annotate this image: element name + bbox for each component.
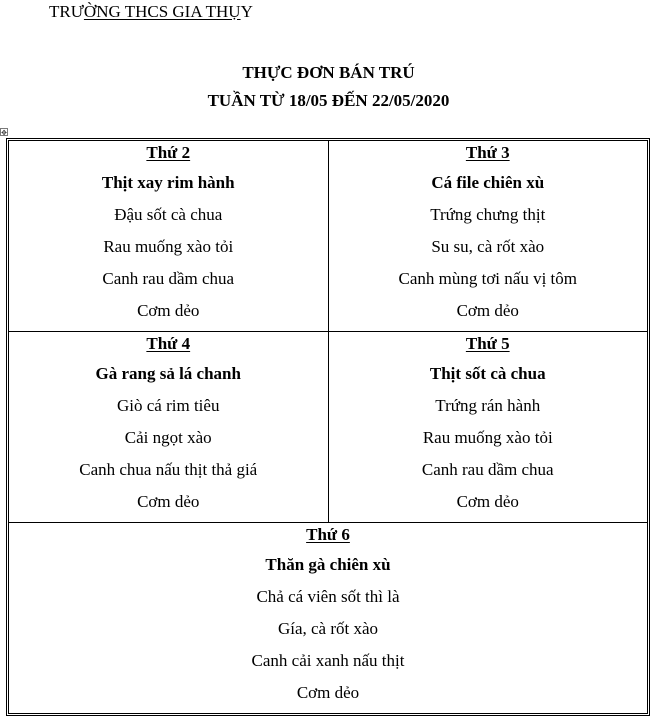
menu-title: THỰC ĐƠN BÁN TRÚ	[242, 63, 415, 82]
school-name-underlined: ỜNG THCS GIA THỤ	[83, 2, 241, 21]
dish-item: Rau muống xào tỏi	[103, 237, 234, 256]
day-heading: Thứ 2	[146, 143, 191, 162]
dish-item: Canh rau dầm chua	[421, 460, 554, 479]
table-move-handle-icon[interactable]: ✥	[1, 129, 7, 137]
dish-item: Canh mùng tơi nấu vị tôm	[398, 269, 577, 288]
dish-item: Cơm dẻo	[137, 301, 200, 320]
dish-item: Canh chua nấu thịt thả giá	[79, 460, 258, 479]
dish-item: Cơm dẻo	[296, 683, 360, 702]
table-row	[9, 141, 648, 332]
day-cell-thu-5	[328, 332, 648, 523]
dish-item: Cải ngọt xào	[124, 428, 212, 447]
dish-item: Cơm dẻo	[456, 492, 519, 511]
dish-item: Đậu sốt cà chua	[114, 205, 223, 224]
main-dish: Thăn gà chiên xù	[265, 555, 391, 574]
school-name-prefix: TRƯ	[49, 2, 84, 21]
dish-item: Gía, cà rốt xào	[277, 619, 379, 638]
dish-item: Cơm dẻo	[137, 492, 200, 511]
main-dish: Cá file chiên xù	[431, 173, 545, 192]
day-heading: Thứ 6	[306, 525, 350, 544]
dish-item: Canh cải xanh nấu thịt	[251, 651, 405, 670]
table-row	[9, 332, 648, 523]
menu-week-range: TUẦN TỪ 18/05 ĐẾN 22/05/2020	[207, 91, 450, 110]
day-cell-thu-3	[328, 141, 648, 332]
day-heading: Thứ 4	[146, 334, 191, 353]
main-dish: Thịt xay rim hành	[101, 173, 235, 192]
day-cell-thu-6	[9, 523, 648, 714]
school-name	[49, 2, 253, 22]
dish-item: Su su, cà rốt xào	[431, 237, 545, 256]
dish-item: Cơm dẻo	[456, 301, 519, 320]
day-heading: Thứ 5	[465, 334, 510, 353]
dish-item: Giò cá rim tiêu	[117, 396, 220, 415]
table-row	[9, 523, 648, 714]
school-name-suffix: Y	[240, 2, 253, 21]
dish-item: Rau muống xào tỏi	[422, 428, 553, 447]
day-cell-thu-2	[9, 141, 329, 332]
day-cell-thu-4	[9, 332, 329, 523]
dish-item: Trứng chưng thịt	[430, 205, 546, 224]
dish-item: Trứng rán hành	[435, 396, 541, 415]
lunch-menu-table	[8, 140, 648, 714]
main-dish: Gà rang sả lá chanh	[95, 364, 241, 383]
dish-item: Canh rau dầm chua	[102, 269, 235, 288]
dish-item: Chả cá viên sốt thì là	[256, 587, 400, 606]
day-heading: Thứ 3	[465, 143, 510, 162]
main-dish: Thịt sốt cà chua	[429, 364, 546, 383]
